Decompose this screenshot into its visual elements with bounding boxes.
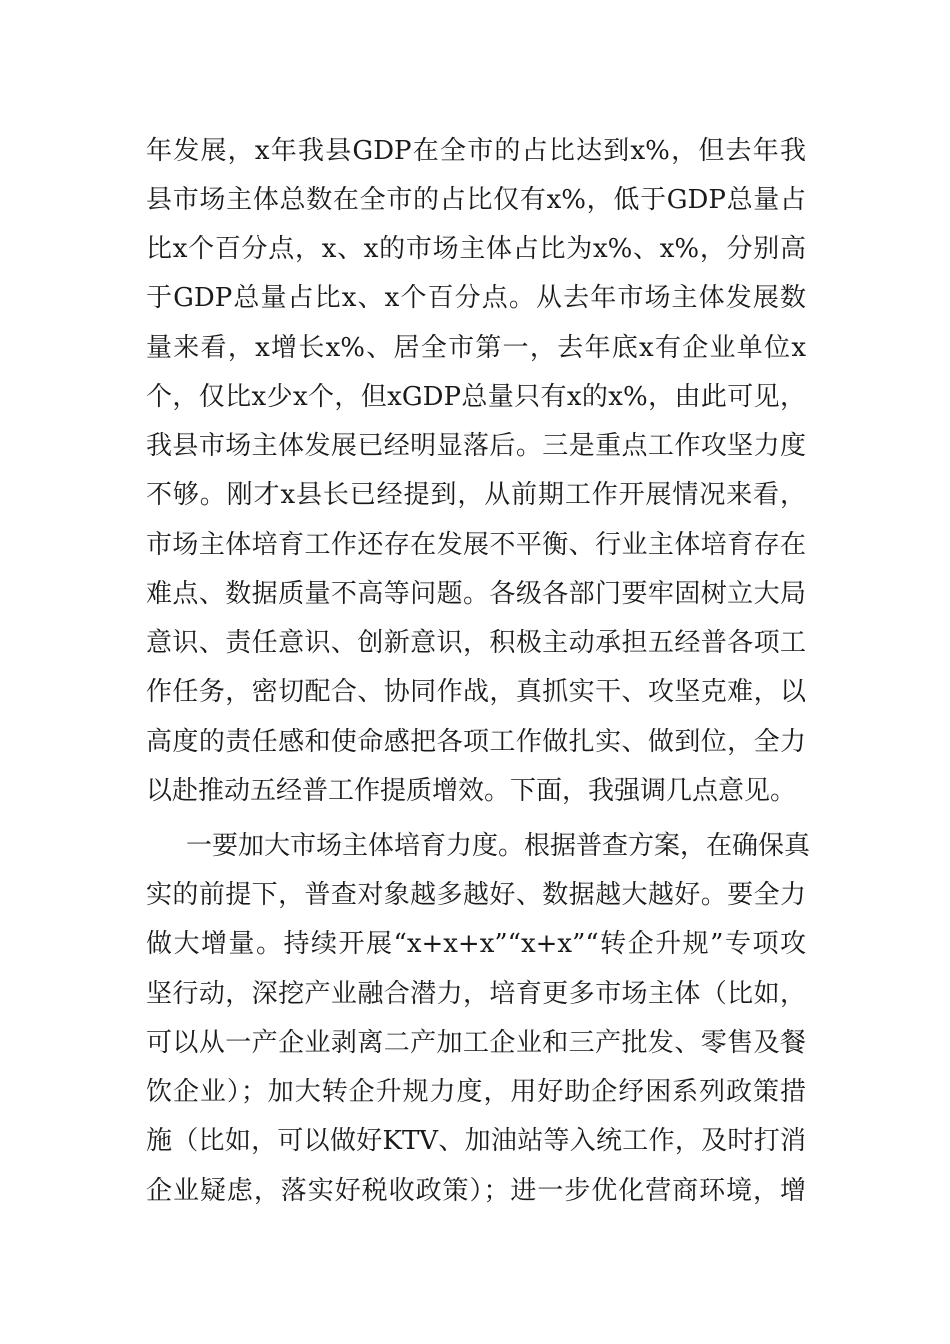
text-line: 高度的责任感和使命感把各项工作做扎实、做到位，全力 [146,727,806,757]
text-line: 可以从一产企业剥离二产加工企业和三产批发、零售及餐 [146,1028,806,1058]
text-line: 意识、责任意识、创新意识，积极主动承担五经普各项工 [146,628,806,658]
text-line: 做大增量。持续开展“x+x+x”“x+x”“转企升规”专项攻 [146,929,806,959]
text-line: 实的前提下，普查对象越多越好、数据越大越好。要全力 [146,880,806,910]
text-line: 作任务，密切配合、协同作战，真抓实干、攻坚克难，以 [146,677,806,707]
text-line: 施（比如，可以做好KTV、加油站等入统工作，及时打消 [146,1126,806,1156]
text-line: 个，仅比x少x个，但xGDP总量只有x的x%，由此可见， [146,382,806,412]
text-line: 比x个百分点，x、x的市场主体占比为x%、x%，分别高 [146,234,806,264]
text-line: 市场主体培育工作还存在发展不平衡、行业主体培育存在 [146,530,806,560]
text-line: 量来看，x增长x%、居全市第一，去年底x有企业单位x [146,333,806,363]
text-line: 不够。刚才x县长已经提到，从前期工作开展情况来看， [146,480,806,510]
text-line: 我县市场主体发展已经明显落后。三是重点工作攻坚力度 [146,431,806,461]
text-line: 县市场主体总数在全市的占比仅有x%，低于GDP总量占 [146,185,806,215]
text-line: 企业疑虑，落实好税收政策）；进一步优化营商环境，增 [146,1176,806,1206]
text-line: 于GDP总量占比x、x个百分点。从去年市场主体发展数 [146,283,806,313]
text-line: 坚行动，深挖产业融合潜力，培育更多市场主体（比如， [146,979,806,1009]
text-line: 一要加大市场主体培育力度。根据普查方案，在确保真 [186,831,811,861]
text-line: 年发展，x年我县GDP在全市的占比达到x%，但去年我 [146,136,806,166]
text-line: 难点、数据质量不高等问题。各级各部门要牢固树立大局 [146,579,806,609]
text-line: 以赴推动五经普工作提质增效。下面，我强调几点意见。 [146,776,797,806]
text-line: 饮企业）；加大转企升规力度，用好助企纾困系列政策措 [146,1077,806,1107]
